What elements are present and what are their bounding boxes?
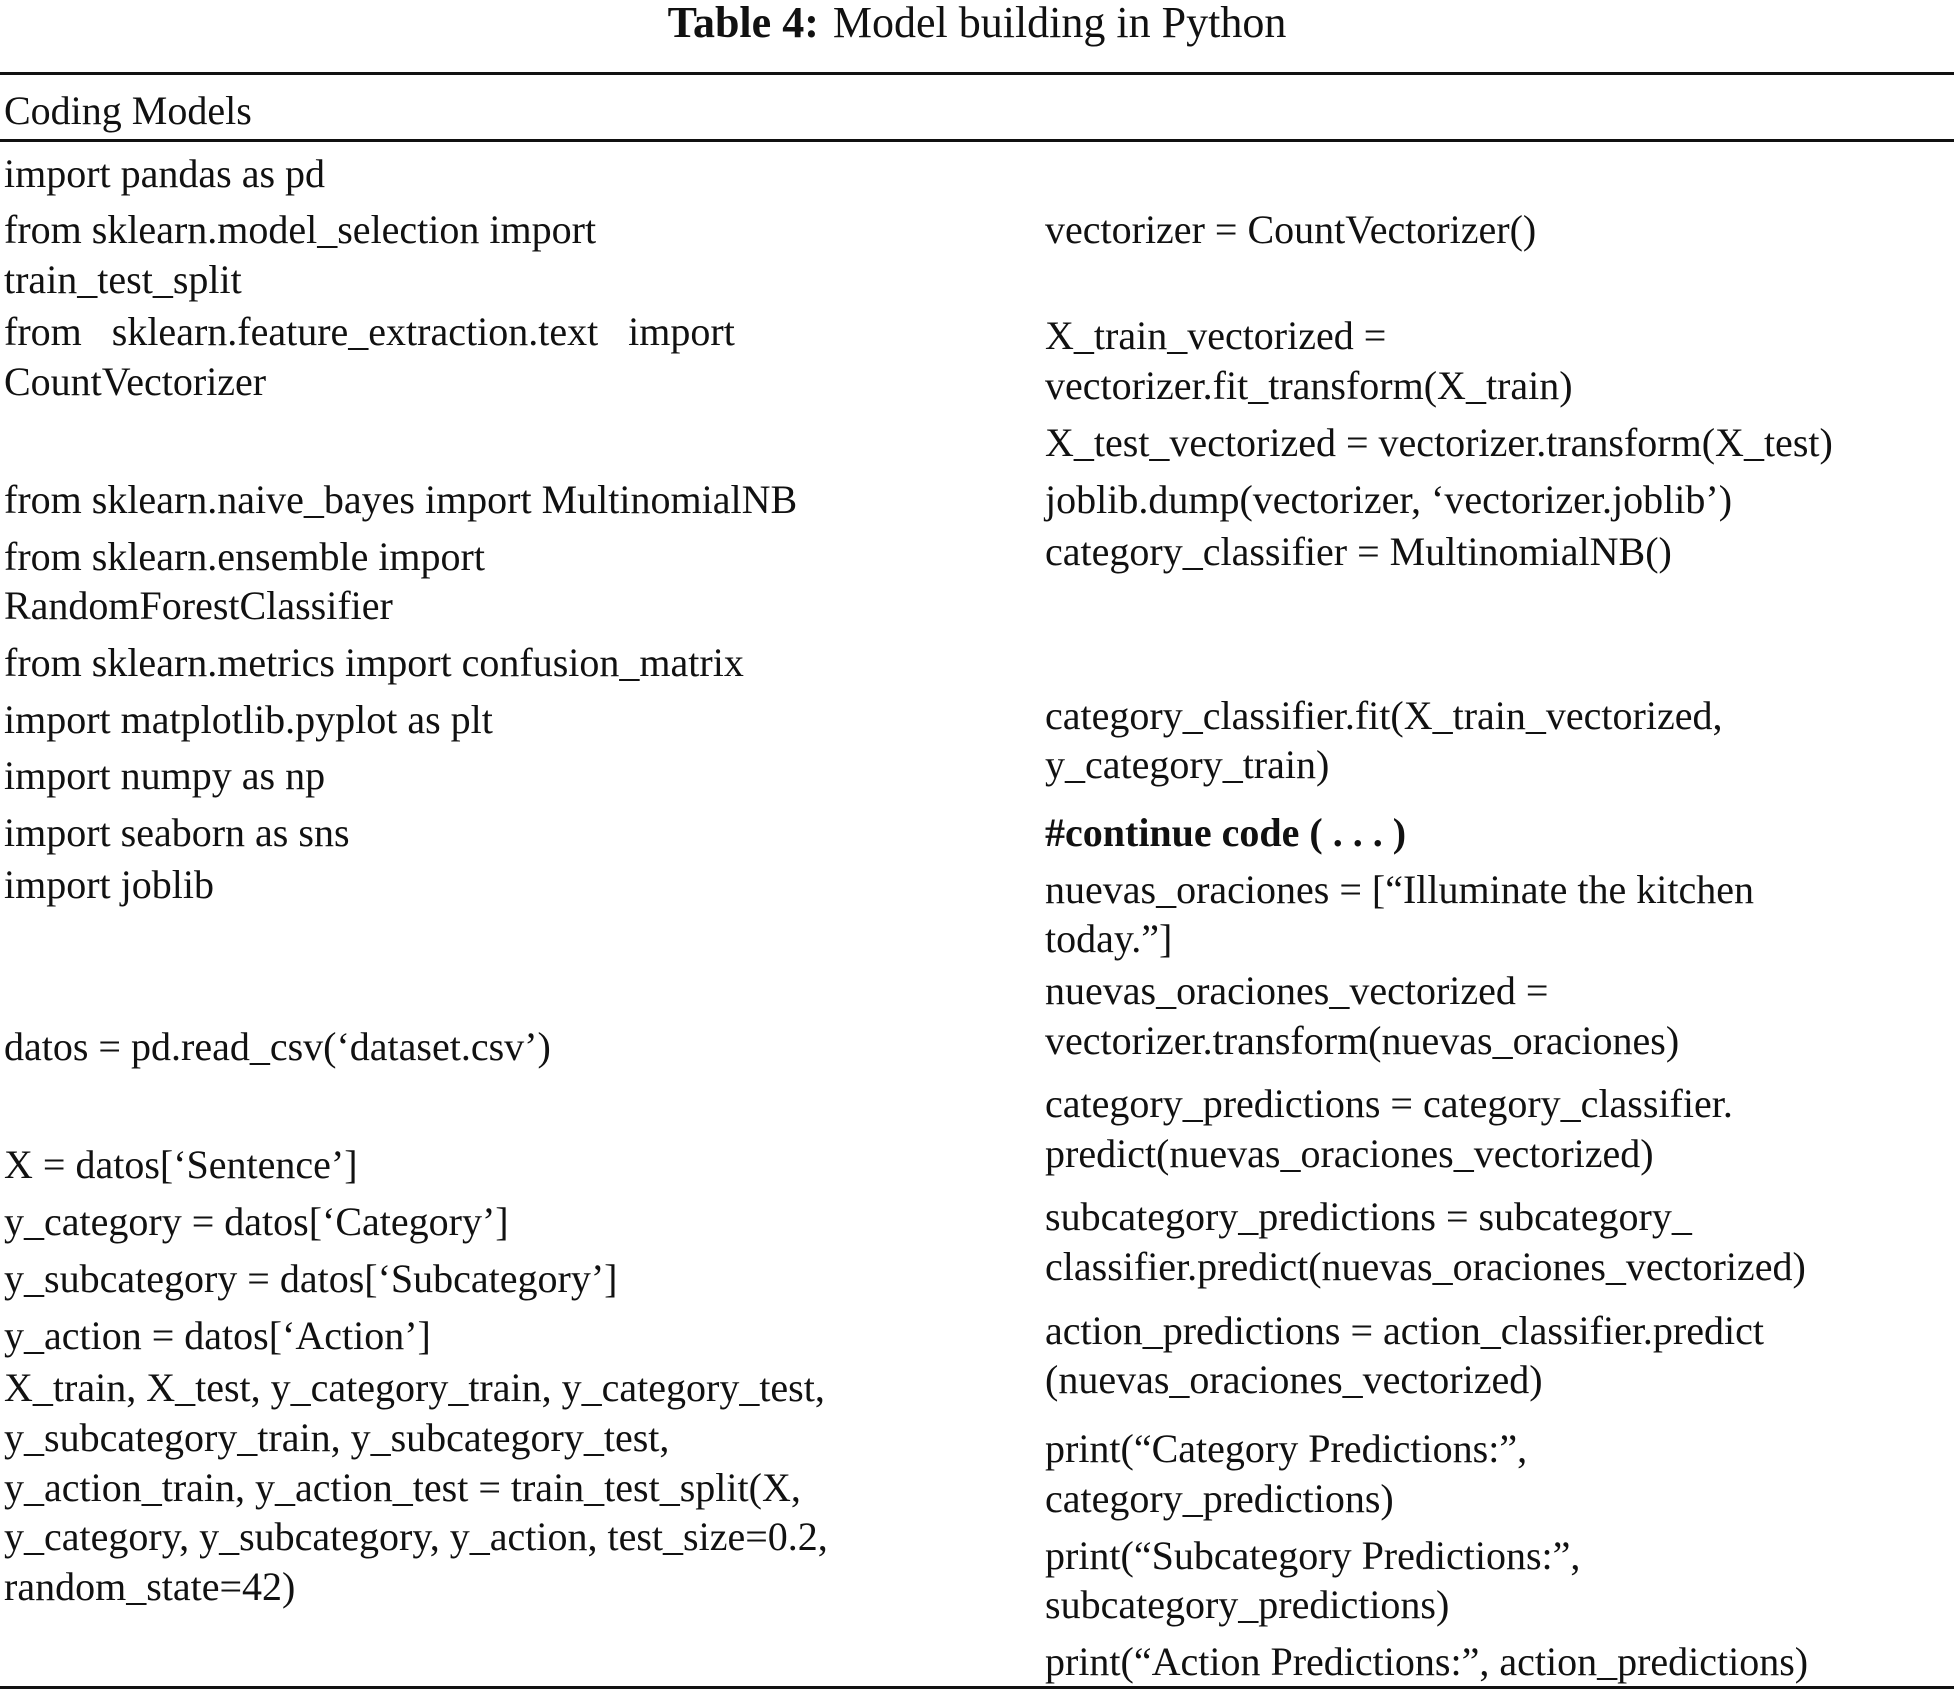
code-line-right: category_classifier = MultinomialNB() [1045,529,1672,574]
table-top-rule [0,72,1954,75]
code-line-left: random_state=42) [4,1564,296,1609]
code-line-left: CountVectorizer [4,359,267,404]
code-line-left: X = datos[‘Sentence’] [4,1142,358,1187]
code-line-right: category_predictions = category_classifier. [1045,1081,1733,1126]
code-line-left: from sklearn.model_selection import [4,207,597,252]
code-line-left: y_subcategory_train, y_subcategory_test, [4,1415,670,1460]
code-line-left: import seaborn as sns [4,810,350,855]
code-line-right: classifier.predict(nuevas_oraciones_vectorized) [1045,1244,1806,1289]
code-line-right: nuevas_oraciones_vectorized = [1045,968,1549,1013]
code-line-right: vectorizer.fit_transform(X_train) [1045,363,1573,408]
code-line-right: X_test_vectorized = vectorizer.transform(X_test) [1045,420,1833,465]
code-line-right: X_train_vectorized = [1045,313,1387,358]
code-line-right: category_predictions) [1045,1476,1394,1521]
code-line-left: from sklearn.ensemble import [4,534,485,579]
code-line-right: print(“Action Predictions:”, action_predictions) [1045,1639,1809,1684]
code-line-left: import pandas as pd [4,151,326,196]
code-line-left: y_action = datos[‘Action’] [4,1313,431,1358]
table-header-rule [0,139,1954,142]
code-line-left: y_action_train, y_action_test = train_test_split(X, [4,1465,801,1510]
code-line-right: subcategory_predictions) [1045,1582,1450,1627]
code-line-right: joblib.dump(vectorizer, ‘vectorizer.joblib’) [1045,477,1733,522]
code-line-right: vectorizer.transform(nuevas_oraciones) [1045,1018,1680,1063]
code-line-left: y_category = datos[‘Category’] [4,1199,509,1244]
code-line-right: (nuevas_oraciones_vectorized) [1045,1357,1543,1402]
code-line-right: vectorizer = CountVectorizer() [1045,207,1537,252]
code-line-left: train_test_split [4,257,242,302]
table-bottom-rule [0,1686,1954,1689]
table-caption [0,0,1954,46]
table-caption-title: Model building in Python [832,0,1287,47]
code-line-right: subcategory_predictions = subcategory_ [1045,1194,1692,1239]
code-line-left: from sklearn.feature_extraction.text import [4,309,735,354]
code-line-right: print(“Subcategory Predictions:”, [1045,1533,1581,1578]
table-header: Coding Models [4,88,252,133]
code-line-left: y_category, y_subcategory, y_action, test_size=0.2, [4,1514,828,1559]
code-line-left: import numpy as np [4,753,326,798]
code-line-left: from sklearn.naive_bayes import MultinomialNB [4,477,798,522]
code-line-left: import joblib [4,862,214,907]
code-line-right: category_classifier.fit(X_train_vectorized, [1045,693,1723,738]
code-line-right: predict(nuevas_oraciones_vectorized) [1045,1131,1654,1176]
code-line-left: X_train, X_test, y_category_train, y_category_test, [4,1365,825,1410]
table-caption-label: Table 4: [667,0,819,47]
code-line-left: RandomForestClassifier [4,583,393,628]
code-line-left: y_subcategory = datos[‘Subcategory’] [4,1256,618,1301]
code-line-right: action_predictions = action_classifier.predict [1045,1308,1764,1353]
code-line-left: datos = pd.read_csv(‘dataset.csv’) [4,1024,551,1069]
code-line-left: import matplotlib.pyplot as plt [4,697,493,742]
code-line-right: nuevas_oraciones = [“Illuminate the kitchen [1045,867,1754,912]
code-line-right: y_category_train) [1045,742,1330,787]
code-line-right: today.”] [1045,916,1173,961]
code-line-left: from sklearn.metrics import confusion_matrix [4,640,744,685]
code-line-right: print(“Category Predictions:”, [1045,1426,1528,1471]
code-comment: #continue code ( . . . ) [1045,810,1407,855]
